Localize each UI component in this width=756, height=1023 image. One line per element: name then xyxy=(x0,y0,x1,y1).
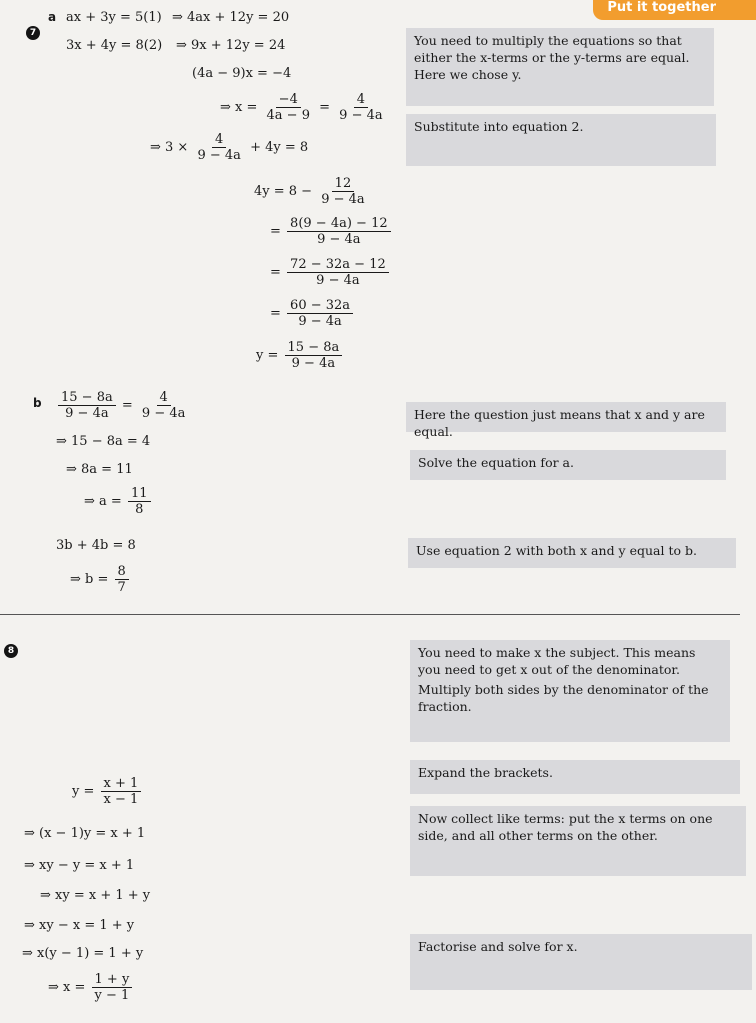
step-4y: 4y = 8 − $\frac{12}{9 - 4a}$ xyxy=(254,176,365,207)
step-subtract: (4a − 9)x = −4 xyxy=(192,66,292,81)
note-solve-for-a: Solve the equation for a. xyxy=(410,450,726,480)
note-make-x-subject-text: You need to make x the subject. This means you need to get x out of the denominator. xyxy=(418,645,696,677)
note-multiply-equations: You need to multiply the equations so that either the x-terms or the y-terms are equal. Here we chose y. xyxy=(406,28,714,106)
question-7-marker: 7 xyxy=(26,26,40,40)
q8-step-3: ⇒ xy − y = x + 1 xyxy=(24,858,135,873)
b-step-2: ⇒ 15 − 8a = 4 xyxy=(56,434,151,449)
b-step-3: ⇒ 8a = 11 xyxy=(66,462,133,477)
note-use-equation-2: Use equation 2 with both x and y equal to b. xyxy=(408,538,736,568)
note-x-y-equal: Here the question just means that x and y are equal. xyxy=(406,402,726,432)
part-b-label: b xyxy=(33,396,42,410)
step-simplify: = $\frac{60 - 32a}{9 - 4a}$ xyxy=(270,298,355,329)
b-step-b-value: ⇒ b = $\frac{8}{7}$ xyxy=(70,564,131,595)
note-factorise: Factorise and solve for x. xyxy=(410,934,752,990)
q8-step-2: ⇒ (x − 1)y = x + 1 xyxy=(24,826,146,841)
note-substitute: Substitute into equation 2. xyxy=(406,114,716,166)
step-expand: = $\frac{72 - 32a - 12}{9 - 4a}$ xyxy=(270,257,391,288)
b-step-5: 3b + 4b = 8 xyxy=(56,538,136,553)
equation-1: ax + 3y = 5(1) xyxy=(66,10,162,25)
note-multiply-denominator-text: Multiply both sides by the denominator of the fraction. xyxy=(418,682,709,714)
step-solve-x: ⇒ x = $\frac{-4}{4a - 9}$ = $\frac{4}{9 - 4a}$ xyxy=(220,92,383,123)
step-common-denominator: = $\frac{8(9 - 4a) - 12}{9 - 4a}$ xyxy=(270,216,393,247)
step-y-result: y = $\frac{15 - 8a}{9 - 4a}$ xyxy=(256,340,344,371)
page-title: Put it together xyxy=(593,0,756,20)
step-substitute: ⇒ 3 × $\frac{4}{9 - 4a}$ + 4y = 8 xyxy=(150,132,309,163)
note-expand-brackets: Expand the brackets. xyxy=(410,760,740,794)
q8-step-5: ⇒ xy − x = 1 + y xyxy=(24,918,135,933)
b-equation-equal: $\frac{15 - 8a}{9 - 4a}$ = $\frac{4}{9 - 4a}$ xyxy=(56,390,190,421)
step-multiply-1: ⇒ 4ax + 12y = 20 xyxy=(172,10,290,25)
note-collect-like-terms: Now collect like terms: put the x terms on one side, and all other terms on the other. xyxy=(410,806,746,876)
question-8-marker: 8 xyxy=(4,644,18,658)
q8-step-1: y = $\frac{x + 1}{x - 1}$ xyxy=(72,776,143,807)
equation-2: 3x + 4y = 8(2) xyxy=(66,38,163,53)
section-divider xyxy=(0,614,740,615)
part-a-label: a xyxy=(48,10,57,24)
q8-step-6: ⇒ x(y − 1) = 1 + y xyxy=(22,946,144,961)
step-multiply-2: ⇒ 9x + 12y = 24 xyxy=(176,38,286,53)
q8-step-7: ⇒ x = $\frac{1 + y}{y - 1}$ xyxy=(48,972,134,1003)
q8-step-4: ⇒ xy = x + 1 + y xyxy=(40,888,151,903)
note-make-x-subject xyxy=(410,640,730,742)
b-step-a-value: ⇒ a = $\frac{11}{8}$ xyxy=(84,486,153,517)
